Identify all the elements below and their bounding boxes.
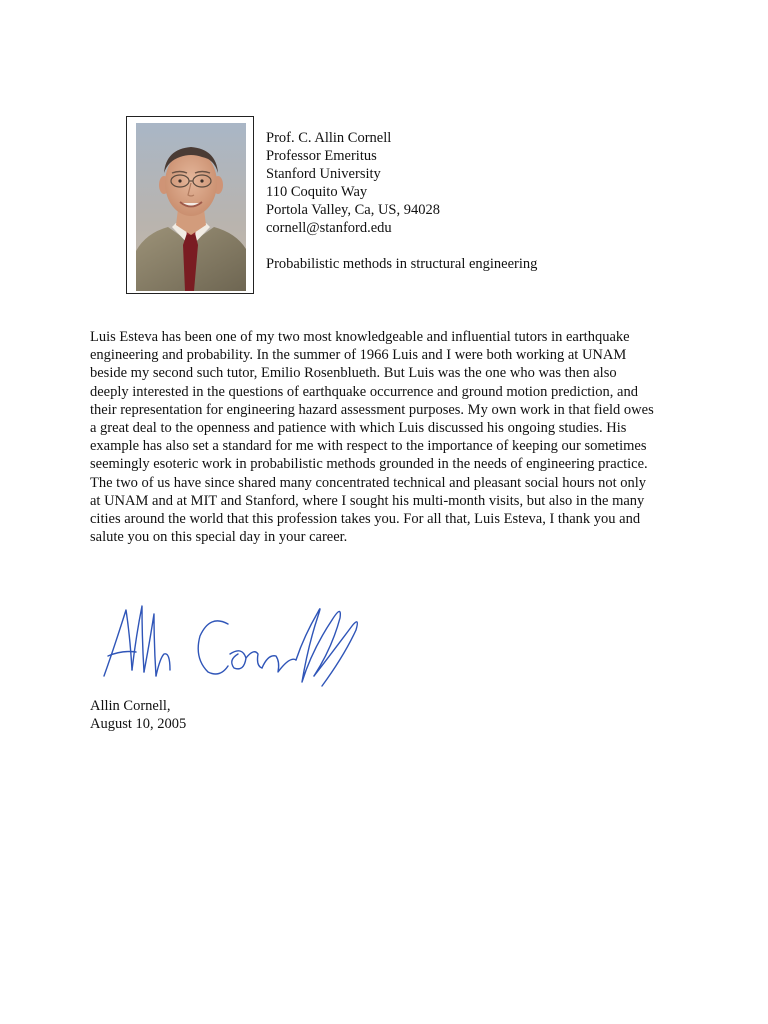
contact-block [266, 129, 537, 273]
contact-spacer [266, 237, 537, 255]
research-field: Probabilistic methods in structural engineering [266, 256, 538, 272]
letter-line: example has also set a standard for me with respect to the importance of keeping our sometimes [90, 438, 647, 455]
author-institution: Stanford University [266, 166, 381, 182]
letter-line: seemingly esoteric work in probabilistic methods grounded in the needs of engineering practice. [90, 456, 648, 473]
portrait-image [136, 123, 246, 291]
letter-line: engineering and probability. In the summer of 1966 Luis and I were both working at UNAM [90, 347, 627, 364]
letter-line: cities around the world that this profession takes you. For all that, Luis Esteva, I thank you and [90, 511, 641, 528]
letter-line: a great deal to the openness and patience with which Luis discussed his ongoing studies. His [90, 420, 627, 437]
address-street: 110 Coquito Way [266, 184, 368, 200]
author-position: Professor Emeritus [266, 148, 377, 164]
letter-line: The two of us have since shared many concentrated technical and pleasant social hours not only [90, 474, 647, 491]
portrait-photo [136, 123, 246, 291]
letter-line: beside my second such tutor, Emilio Rosenblueth. But Luis was the one who was then also [90, 365, 617, 382]
signature-drawing [96, 596, 368, 692]
letter-line: their representation for engineering hazard assessment purposes. My own work in that field owes [90, 401, 654, 418]
letter-line: deeply interested in the questions of earthquake occurrence and ground motion prediction, and [90, 383, 638, 400]
letter-line: Luis Esteva has been one of my two most knowledgeable and influential tutors in earthquake [90, 329, 630, 345]
letter-line: salute you on this special day in your career. [90, 529, 348, 546]
closing-name: Allin Cornell, [90, 698, 171, 714]
closing-date: August 10, 2005 [90, 716, 187, 732]
author-name: Prof. C. Allin Cornell [266, 130, 392, 146]
letter-line: at UNAM and at MIT and Stanford, where I sought his multi-month visits, but also in the many [90, 492, 645, 509]
handwritten-signature [96, 596, 368, 692]
portrait-frame [126, 116, 254, 294]
address-city: Portola Valley, Ca, US, 94028 [266, 202, 440, 218]
author-email[interactable]: cornell@stanford.edu [266, 220, 392, 236]
closing-block [90, 697, 186, 733]
letter-body [90, 328, 694, 546]
